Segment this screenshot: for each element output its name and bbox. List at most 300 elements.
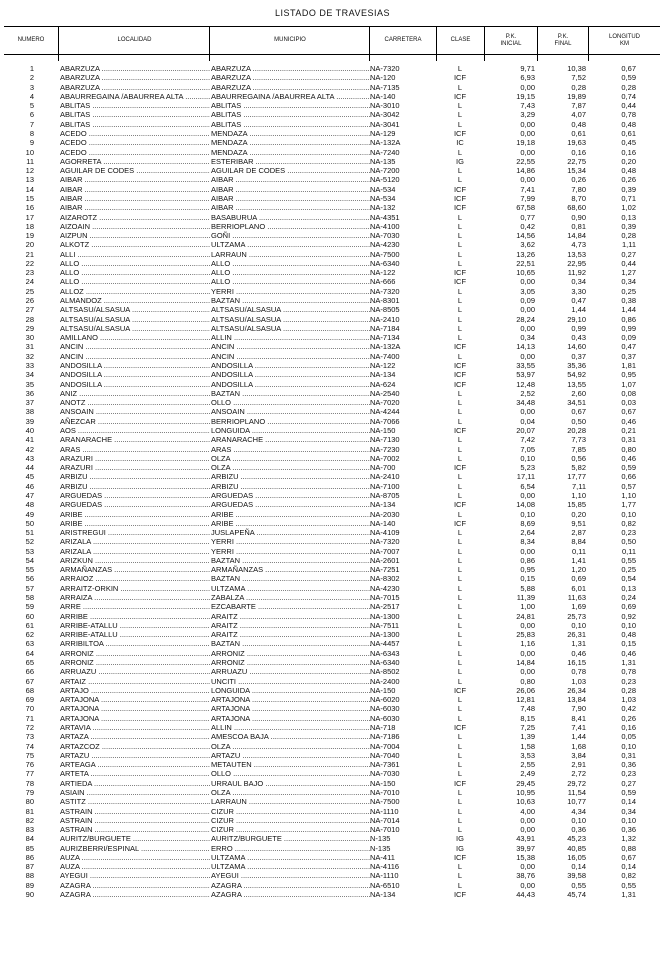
table-row xyxy=(4,704,660,713)
pk-final-cell: 0,26 xyxy=(571,175,586,185)
pk-inicial-cell: 20,07 xyxy=(516,425,535,435)
carretera-cell: NA-8301 xyxy=(370,296,400,306)
carretera-cell: NA-2030 xyxy=(370,509,400,519)
table-row xyxy=(4,240,660,249)
localidad-cell: ARAZURI ..... xyxy=(60,454,210,463)
longitud-cell: 0,27 xyxy=(621,778,636,788)
longitud-cell: 1,32 xyxy=(621,834,636,844)
pk-final-cell: 0,47 xyxy=(571,296,586,306)
numero-cell: 67 xyxy=(25,676,34,686)
numero-cell: 68 xyxy=(25,685,34,695)
clase-cell: L xyxy=(457,64,463,73)
numero-cell: 24 xyxy=(25,277,34,287)
table-row xyxy=(4,398,660,407)
clase-cell: L xyxy=(457,769,463,779)
municipio-cell: ARRONIZ ..... xyxy=(211,658,371,667)
clase-cell: ICF xyxy=(453,425,467,435)
carretera-cell: NA-132A xyxy=(370,342,401,352)
numero-cell: 74 xyxy=(25,741,34,751)
numero-cell: 17 xyxy=(25,212,34,222)
table-row xyxy=(4,862,660,871)
numero-cell: 72 xyxy=(25,722,34,732)
pk-inicial-cell: 0,00 xyxy=(520,323,535,333)
pk-final-cell: 10,38 xyxy=(567,64,586,73)
pk-final-cell: 0,20 xyxy=(571,509,586,519)
table-body xyxy=(4,64,660,899)
clase-cell: ICF xyxy=(453,277,467,287)
table-row xyxy=(4,695,660,704)
municipio-cell: ARANARACHE ..... xyxy=(211,435,371,444)
table-row xyxy=(4,83,660,92)
pk-inicial-cell: 7,41 xyxy=(520,184,535,194)
localidad-cell: ARTIEDA ..... xyxy=(60,779,210,788)
longitud-cell: 1,02 xyxy=(621,203,636,213)
carretera-cell: NA-2400 xyxy=(370,676,400,686)
municipio-cell: LONGUIDA ..... xyxy=(211,686,371,695)
municipio-cell: ERRO ..... xyxy=(211,844,371,853)
pk-final-cell: 6,01 xyxy=(571,583,586,593)
pk-final-cell: 0,56 xyxy=(571,453,586,463)
carretera-cell: NA-4351 xyxy=(370,212,400,222)
longitud-cell: 0,59 xyxy=(621,73,636,83)
longitud-cell: 0,03 xyxy=(621,398,636,408)
localidad-cell: ARTAJONA ..... xyxy=(60,704,210,713)
localidad-cell: ALLI ..... xyxy=(60,250,210,259)
clase-cell: IG xyxy=(456,834,464,844)
localidad-cell: ABLITAS ..... xyxy=(60,110,210,119)
pk-inicial-cell: 0,00 xyxy=(520,147,535,157)
carretera-cell: NA-1110 xyxy=(370,806,399,816)
pk-final-cell: 1,10 xyxy=(571,490,586,500)
numero-cell: 9 xyxy=(29,138,34,148)
localidad-cell: ALLO ..... xyxy=(60,259,210,268)
pk-inicial-cell: 0,34 xyxy=(520,333,535,343)
localidad-cell: AURITZ/BURGUETE ..... xyxy=(60,834,210,843)
carretera-cell: NA-6030 xyxy=(370,704,400,714)
localidad-cell: ALTSASU/ALSASUA ..... xyxy=(60,305,210,314)
table-row xyxy=(4,574,660,583)
localidad-cell: ARTETA ..... xyxy=(60,769,210,778)
pk-inicial-cell: 0,00 xyxy=(520,128,535,138)
pk-final-cell: 8,84 xyxy=(571,537,586,547)
column-divider xyxy=(209,53,210,61)
municipio-cell: ABARZUZA ..... xyxy=(211,73,371,82)
pk-final-cell: 0,55 xyxy=(571,880,586,890)
localidad-cell: ANCIN ..... xyxy=(60,352,210,361)
longitud-cell: 0,14 xyxy=(621,797,636,807)
pk-final-cell: 0,37 xyxy=(571,351,586,361)
localidad-cell: ASTITZ ..... xyxy=(60,797,210,806)
carretera-cell: NA-7030 xyxy=(370,769,400,779)
numero-cell: 37 xyxy=(25,398,34,408)
carretera-cell: NA-624 xyxy=(370,379,396,389)
carretera-cell: NA-7400 xyxy=(370,351,400,361)
municipio-cell: ZABALZA ..... xyxy=(211,593,371,602)
localidad-cell: ASIAIN ..... xyxy=(60,788,210,797)
municipio-cell: GOÑI ..... xyxy=(211,231,371,240)
pk-final-cell: 0,10 xyxy=(571,620,586,630)
longitud-cell: 0,23 xyxy=(621,769,636,779)
localidad-cell: ARMAÑANZAS ..... xyxy=(60,565,210,574)
longitud-cell: 0,31 xyxy=(621,435,636,445)
longitud-cell: 0,67 xyxy=(621,64,636,73)
carretera-cell: NA-122 xyxy=(370,361,396,370)
pk-final-cell: 0,78 xyxy=(571,667,586,677)
column-divider xyxy=(484,53,485,61)
clase-cell: L xyxy=(457,231,463,241)
table-row xyxy=(4,203,660,212)
clase-cell: IC xyxy=(456,138,464,148)
numero-cell: 80 xyxy=(25,797,34,807)
carretera-cell: NA-2410 xyxy=(370,472,400,482)
table-row xyxy=(4,231,660,240)
municipio-cell: ANSOAIN ..... xyxy=(211,407,371,416)
carretera-cell: NA-7040 xyxy=(370,750,400,760)
pk-final-cell: 35,36 xyxy=(567,361,586,370)
pk-final-cell: 54,92 xyxy=(567,370,586,380)
pk-inicial-cell: 10,63 xyxy=(516,797,535,807)
municipio-cell: CIZUR ..... xyxy=(211,807,371,816)
carretera-cell: N-135 xyxy=(370,834,391,844)
clase-cell: L xyxy=(457,741,463,751)
localidad-cell: ARRAIZA ..... xyxy=(60,593,210,602)
municipio-cell: ARTAJONA ..... xyxy=(211,695,371,704)
table-row xyxy=(4,454,660,463)
carretera-cell: NA-4457 xyxy=(370,639,400,649)
municipio-cell: ARIBE ..... xyxy=(211,519,371,528)
longitud-cell: 0,82 xyxy=(621,871,636,881)
pk-final-cell: 7,41 xyxy=(571,722,586,732)
localidad-cell: ARIBE ..... xyxy=(60,510,210,519)
clase-cell: L xyxy=(457,787,463,797)
municipio-cell: ARBIZU ..... xyxy=(211,482,371,491)
table-row xyxy=(4,723,660,732)
municipio-cell: AIBAR ..... xyxy=(211,203,371,212)
municipio-cell: BERRIOPLANO ..... xyxy=(211,222,371,231)
longitud-cell: 0,08 xyxy=(621,388,636,398)
longitud-cell: 0,82 xyxy=(621,518,636,528)
numero-cell: 58 xyxy=(25,593,34,603)
numero-cell: 84 xyxy=(25,834,34,844)
carretera-cell: NA-7251 xyxy=(370,565,400,575)
carretera-cell: NA-2601 xyxy=(370,555,400,565)
numero-cell: 38 xyxy=(25,407,34,417)
pk-final-cell: 1,69 xyxy=(571,602,586,612)
municipio-cell: ABLITAS ..... xyxy=(211,120,371,129)
carretera-cell: NA-7066 xyxy=(370,416,400,426)
localidad-cell: ARRAIOZ ..... xyxy=(60,574,210,583)
pk-final-cell: 0,10 xyxy=(571,815,586,825)
municipio-cell: OLZA ..... xyxy=(211,463,371,472)
municipio-cell: OLZA ..... xyxy=(211,788,371,797)
municipio-cell: YERRI ..... xyxy=(211,547,371,556)
pk-inicial-cell: 3,05 xyxy=(520,286,535,296)
longitud-cell: 1,27 xyxy=(621,268,636,278)
carretera-cell: NA-8302 xyxy=(370,574,400,584)
carretera-cell: NA-7007 xyxy=(370,546,400,556)
clase-cell: L xyxy=(457,713,463,723)
pk-inicial-cell: 0,00 xyxy=(520,862,535,872)
carretera-cell: NA-4230 xyxy=(370,583,400,593)
pk-inicial-cell: 0,10 xyxy=(520,453,535,463)
pk-inicial-cell: 13,26 xyxy=(516,249,535,259)
table-row xyxy=(4,287,660,296)
municipio-cell: ALTSASU/ALSASUA ..... xyxy=(211,305,371,314)
pk-inicial-cell: 0,00 xyxy=(520,815,535,825)
table-row xyxy=(4,788,660,797)
localidad-cell: ARTAJO ..... xyxy=(60,686,210,695)
municipio-cell: EZCABARTE ..... xyxy=(211,602,371,611)
pk-final-cell: 0,90 xyxy=(571,212,586,222)
municipio-cell: MENDAZA ..... xyxy=(211,148,371,157)
localidad-cell: AMILLANO ..... xyxy=(60,333,210,342)
clase-cell: L xyxy=(457,221,463,231)
pk-inicial-cell: 12,81 xyxy=(516,695,535,705)
table-row xyxy=(4,844,660,853)
pk-final-cell: 0,69 xyxy=(571,574,586,584)
carretera-cell: NA-7320 xyxy=(370,64,400,73)
carretera-cell: NA-7200 xyxy=(370,166,400,176)
clase-cell: ICF xyxy=(453,370,467,380)
carretera-cell: NA-7130 xyxy=(370,435,400,445)
numero-cell: 30 xyxy=(25,333,34,343)
clase-cell: L xyxy=(457,732,463,742)
carretera-cell: NA-1110 xyxy=(370,871,399,881)
localidad-cell: ARTAZU ..... xyxy=(60,751,210,760)
table-row xyxy=(4,315,660,324)
pk-final-cell: 0,48 xyxy=(571,119,586,129)
pk-inicial-cell: 0,04 xyxy=(520,416,535,426)
numero-cell: 29 xyxy=(25,323,34,333)
longitud-cell: 0,95 xyxy=(621,370,636,380)
pk-final-cell: 26,34 xyxy=(567,685,586,695)
pk-inicial-cell: 0,00 xyxy=(520,546,535,556)
table-row xyxy=(4,639,660,648)
carretera-cell: NA-120 xyxy=(370,73,396,83)
municipio-cell: ARAITZ ..... xyxy=(211,612,371,621)
carretera-cell: NA-2410 xyxy=(370,314,400,324)
table-row xyxy=(4,677,660,686)
localidad-cell: AIBAR ..... xyxy=(60,194,210,203)
localidad-cell: AIZAROTZ ..... xyxy=(60,213,210,222)
numero-cell: 26 xyxy=(25,296,34,306)
clase-cell: L xyxy=(457,110,463,120)
table-row xyxy=(4,389,660,398)
longitud-cell: 0,80 xyxy=(621,444,636,454)
clase-cell: L xyxy=(457,815,463,825)
carretera-cell: NA-7240 xyxy=(370,147,400,157)
municipio-cell: BASABURUA ..... xyxy=(211,213,371,222)
carretera-cell: NA-7186 xyxy=(370,732,400,742)
longitud-cell: 0,54 xyxy=(621,574,636,584)
column-divider xyxy=(588,53,589,61)
clase-cell: ICF xyxy=(453,91,467,101)
pk-inicial-cell: 28,24 xyxy=(516,314,535,324)
pk-inicial-cell: 5,23 xyxy=(520,463,535,473)
pk-inicial-cell: 0,42 xyxy=(520,221,535,231)
localidad-cell: ASTRAIN ..... xyxy=(60,825,210,834)
pk-final-cell: 0,14 xyxy=(571,862,586,872)
column-divider xyxy=(537,53,538,61)
pk-inicial-cell: 0,15 xyxy=(520,574,535,584)
table-row xyxy=(4,64,660,73)
longitud-cell: 0,44 xyxy=(621,258,636,268)
pk-inicial-cell: 9,71 xyxy=(520,64,535,73)
pk-inicial-cell: 14,84 xyxy=(516,658,535,667)
numero-cell: 85 xyxy=(25,843,34,853)
table-row xyxy=(4,593,660,602)
localidad-cell: AURIZBERRI/ESPINAL ..... xyxy=(60,844,210,853)
longitud-cell: 1,31 xyxy=(621,890,636,900)
municipio-cell: ULTZAMA ..... xyxy=(211,853,371,862)
pk-final-cell: 2,60 xyxy=(571,388,586,398)
municipio-cell: ABAURREGAINA /ABAURREA ALTA ..... xyxy=(211,92,371,101)
table-row xyxy=(4,157,660,166)
table-row xyxy=(4,881,660,890)
municipio-cell: ABARZUZA ..... xyxy=(211,64,371,73)
clase-cell: L xyxy=(457,695,463,705)
numero-cell: 23 xyxy=(25,268,34,278)
numero-cell: 28 xyxy=(25,314,34,324)
localidad-cell: ARTEAGA ..... xyxy=(60,760,210,769)
municipio-cell: ALTSASU/ALSASUA ..... xyxy=(211,324,371,333)
pk-inicial-cell: 3,62 xyxy=(520,240,535,250)
numero-cell: 7 xyxy=(29,119,34,129)
clase-cell: L xyxy=(457,212,463,222)
numero-cell: 49 xyxy=(25,509,34,519)
longitud-cell: 1,44 xyxy=(621,305,636,315)
pk-final-cell: 45,74 xyxy=(567,890,586,900)
table-row xyxy=(4,500,660,509)
carretera-cell: NA-140 xyxy=(370,91,396,101)
clase-cell: L xyxy=(457,880,463,890)
carretera-cell: NA-5120 xyxy=(370,175,400,185)
pk-final-cell: 4,73 xyxy=(571,240,586,250)
municipio-cell: ARAS ..... xyxy=(211,445,371,454)
table-row xyxy=(4,138,660,147)
numero-cell: 33 xyxy=(25,361,34,370)
localidad-cell: ACEDO ..... xyxy=(60,138,210,147)
numero-cell: 83 xyxy=(25,825,34,835)
localidad-cell: ARBIZU ..... xyxy=(60,472,210,481)
longitud-cell: 0,16 xyxy=(621,722,636,732)
table-row xyxy=(4,714,660,723)
pk-final-cell: 10,77 xyxy=(567,797,586,807)
clase-cell: L xyxy=(457,602,463,612)
pk-inicial-cell: 10,95 xyxy=(516,787,535,797)
longitud-cell: 0,36 xyxy=(621,825,636,835)
localidad-cell: ARTAJONA ..... xyxy=(60,695,210,704)
numero-cell: 51 xyxy=(25,528,34,538)
carretera-cell: NA-140 xyxy=(370,518,396,528)
numero-cell: 73 xyxy=(25,732,34,742)
table-row xyxy=(4,667,660,676)
table-row xyxy=(4,537,660,546)
numero-cell: 57 xyxy=(25,583,34,593)
pk-inicial-cell: 0,95 xyxy=(520,565,535,575)
clase-cell: L xyxy=(457,797,463,807)
numero-cell: 44 xyxy=(25,463,34,473)
municipio-cell: OLZA ..... xyxy=(211,742,371,751)
pk-final-cell: 0,99 xyxy=(571,323,586,333)
numero-cell: 22 xyxy=(25,258,34,268)
localidad-cell: ARIZALA ..... xyxy=(60,537,210,546)
table-row xyxy=(4,584,660,593)
municipio-cell: ARGUEDAS ..... xyxy=(211,500,371,509)
municipio-cell: AURITZ/BURGUETE ..... xyxy=(211,834,371,843)
municipio-cell: ANCIN ..... xyxy=(211,342,371,351)
clase-cell: L xyxy=(457,555,463,565)
municipio-cell: BERRIOPLANO ..... xyxy=(211,417,371,426)
numero-cell: 56 xyxy=(25,574,34,584)
carretera-cell: NA-7361 xyxy=(370,760,400,770)
numero-cell: 75 xyxy=(25,750,34,760)
clase-cell: L xyxy=(457,611,463,621)
municipio-cell: ABARZUZA ..... xyxy=(211,83,371,92)
numero-cell: 61 xyxy=(25,620,34,630)
pk-inicial-cell: 33,55 xyxy=(516,361,535,370)
clase-cell: L xyxy=(457,667,463,677)
clase-cell: ICF xyxy=(453,342,467,352)
localidad-cell: ANDOSILLA ..... xyxy=(60,361,210,370)
municipio-cell: LARRAUN ..... xyxy=(211,250,371,259)
pk-final-cell: 22,75 xyxy=(567,156,586,166)
pk-inicial-cell: 8,69 xyxy=(520,518,535,528)
localidad-cell: ANOTZ ..... xyxy=(60,398,210,407)
clase-cell: ICF xyxy=(453,852,467,862)
table-row xyxy=(4,565,660,574)
clase-cell: L xyxy=(457,620,463,630)
municipio-cell: ARAITZ ..... xyxy=(211,630,371,639)
clase-cell: L xyxy=(457,286,463,296)
municipio-cell: ANDOSILLA ..... xyxy=(211,380,371,389)
pk-inicial-cell: 15,38 xyxy=(516,852,535,862)
clase-cell: L xyxy=(457,565,463,575)
longitud-cell: 0,14 xyxy=(621,862,636,872)
municipio-cell: YERRI ..... xyxy=(211,287,371,296)
localidad-cell: AIZOAIN ..... xyxy=(60,222,210,231)
pk-final-cell: 14,60 xyxy=(567,342,586,352)
longitud-cell: 0,42 xyxy=(621,704,636,714)
clase-cell: IG xyxy=(456,843,464,853)
pk-inicial-cell: 26,06 xyxy=(516,685,535,695)
carretera-cell: NA-150 xyxy=(370,685,396,695)
municipio-cell: LONGUIDA ..... xyxy=(211,426,371,435)
pk-final-cell: 29,10 xyxy=(567,314,586,324)
localidad-cell: AZAGRA ..... xyxy=(60,890,210,899)
pk-final-cell: 0,81 xyxy=(571,221,586,231)
pk-inicial-cell: 0,00 xyxy=(520,119,535,129)
numero-cell: 11 xyxy=(26,156,34,166)
longitud-cell: 0,09 xyxy=(621,333,636,343)
numero-cell: 79 xyxy=(25,787,34,797)
pk-final-cell: 9,51 xyxy=(571,518,586,528)
numero-cell: 59 xyxy=(25,602,34,612)
pk-inicial-cell: 5,88 xyxy=(520,583,535,593)
table-row xyxy=(4,185,660,194)
localidad-cell: ABAURREGAINA /ABAURREA ALTA ..... xyxy=(60,92,210,101)
clase-cell: L xyxy=(457,249,463,259)
numero-cell: 45 xyxy=(25,472,34,482)
longitud-cell: 0,46 xyxy=(621,453,636,463)
table-row xyxy=(4,807,660,816)
pk-inicial-cell: 0,00 xyxy=(520,620,535,630)
carretera-cell: NA-134 xyxy=(370,890,396,900)
pk-inicial-cell: 0,00 xyxy=(520,175,535,185)
table-row xyxy=(4,222,660,231)
municipio-cell: AMESCOA BAJA ..... xyxy=(211,732,371,741)
pk-final-cell: 20,28 xyxy=(567,425,586,435)
